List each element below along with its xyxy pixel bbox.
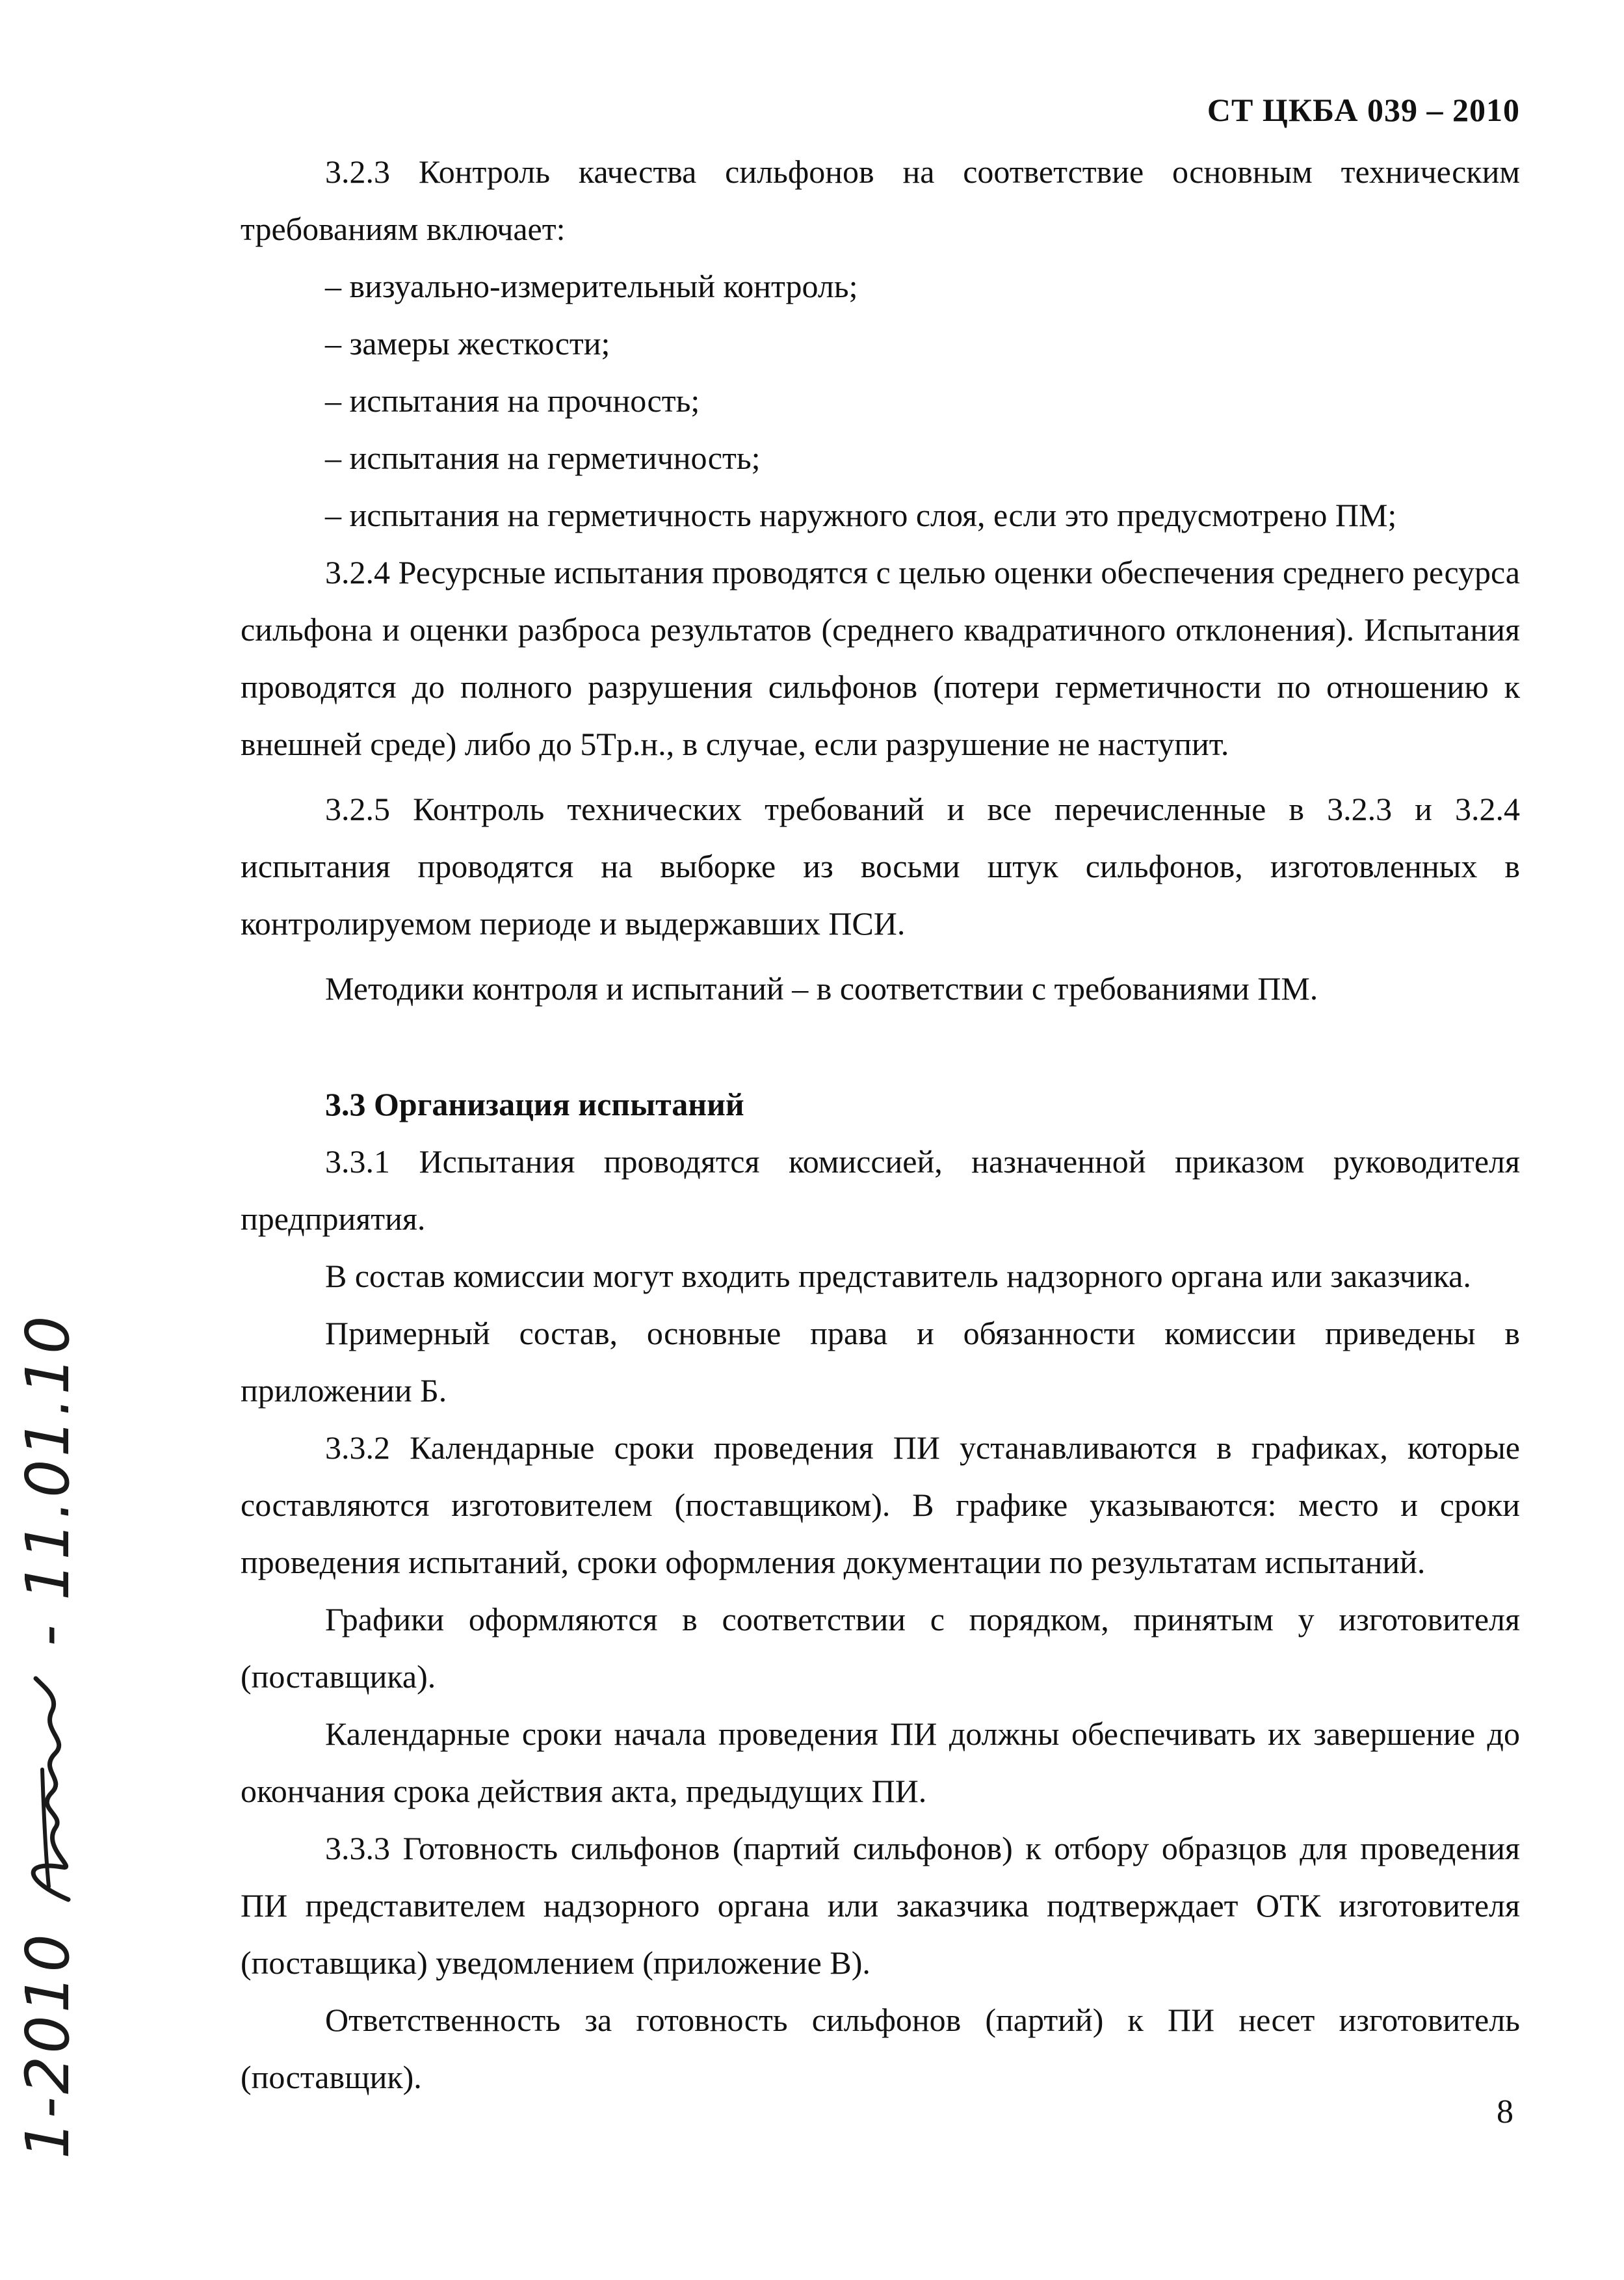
paragraph-responsibility: Ответственность за готовность сильфонов (партий) к ПИ несет изготовитель (поставщик). xyxy=(241,2002,1520,2095)
handwritten-margin-note xyxy=(13,1313,88,2159)
page-number: 8 xyxy=(1497,2093,1513,2130)
list-item: – испытания на герметичность наружного слоя, если это предусмотрено ПМ; xyxy=(325,497,1397,533)
margin-note-left-text: 1-2010 xyxy=(13,1931,83,2159)
paragraph-3-3-1: 3.3.1 Испытания проводятся комиссией, назначенной приказом руководителя предприятия. xyxy=(241,1143,1520,1237)
paragraph-3-3-2: 3.3.2 Календарные сроки проведения ПИ устанавливаются в графиках, которые составляются изготовителем (поставщиком). В графике указываются: место и сроки проведения испытаний, сроки оформления документации по результатам испытаний. xyxy=(241,1429,1520,1580)
margin-note-right-text: - 11.01.10 xyxy=(13,1313,83,1647)
list-item: – визуально-измерительный контроль; xyxy=(325,268,858,304)
paragraph-3-2-4: 3.2.4 Ресурсные испытания проводятся с целью оценки обеспечения среднего ресурса сильфона и оценки разброса результатов (среднего квадратичного отклонения). Испытания проводятся до полного разрушения сильфонов (потери герметичности по отношению к внешней среде) либо до 5Tр.н., в случае, если разрушение не наступит. xyxy=(241,554,1520,762)
document-body xyxy=(241,143,1520,2106)
list-item: – замеры жесткости; xyxy=(325,325,610,362)
list-item: – испытания на герметичность; xyxy=(325,440,761,476)
paragraph-3-2-5: 3.2.5 Контроль технических требований и все перечисленные в 3.2.3 и 3.2.4 испытания проводятся на выборке из восьми штук сильфонов, изготовленных в контролируемом периоде и выдержавших ПСИ. xyxy=(241,791,1520,942)
paragraph-schedules: Графики оформляются в соответствии с порядком, принятым у изготовителя (поставщика). xyxy=(241,1601,1520,1695)
section-heading-3-3: 3.3 Организация испытаний xyxy=(325,1086,744,1122)
paragraph-composition: Примерный состав, основные права и обязанности комиссии приведены в приложении Б. xyxy=(241,1315,1520,1409)
paragraph-commission: В состав комиссии могут входить представитель надзорного органа или заказчика. xyxy=(325,1258,1471,1294)
list-item: – испытания на прочность; xyxy=(325,382,700,419)
paragraph-methods: Методики контроля и испытаний – в соответствии с требованиями ПМ. xyxy=(325,970,1318,1007)
paragraph-3-3-3: 3.3.3 Готовность сильфонов (партий сильфонов) к отбору образцов для проведения ПИ представителем надзорного органа или заказчика подтверждает ОТК изготовителя (поставщика) уведомлением (приложение В). xyxy=(241,1830,1520,1981)
signature-mark xyxy=(16,1672,88,1906)
paragraph-3-2-3: 3.2.3 Контроль качества сильфонов на соответствие основным техническим требованиям включает: xyxy=(241,153,1520,247)
paragraph-start: Календарные сроки начала проведения ПИ должны обеспечивать их завершение до окончания срока действия акта, предыдущих ПИ. xyxy=(241,1716,1520,1809)
document-code: СТ ЦКБА 039 – 2010 xyxy=(1207,92,1520,128)
